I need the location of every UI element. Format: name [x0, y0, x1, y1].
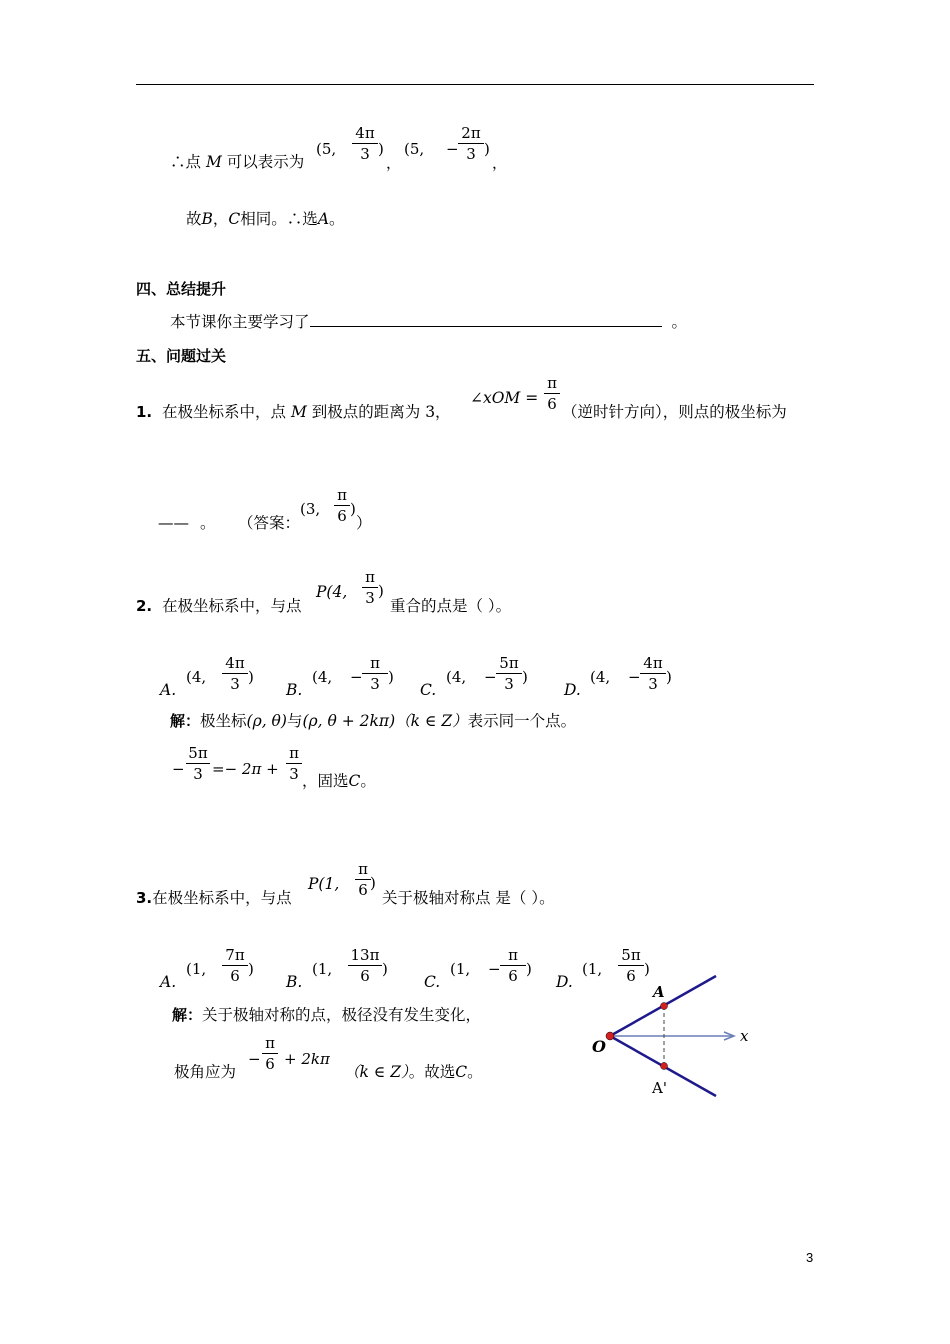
- q3-sol-sign: −: [248, 1050, 261, 1068]
- q1-answer-label: （答案：: [238, 514, 301, 532]
- q2-eq-mid: =− 2π +: [212, 760, 279, 778]
- recap-end: ，: [492, 154, 508, 172]
- q2-eq-frac-1: 5π 3: [186, 744, 210, 783]
- q2-option-fraction: 5π 3: [496, 654, 522, 693]
- summary-blank[interactable]: [310, 312, 662, 327]
- point-a-prime: [661, 1063, 668, 1070]
- recap-p2-frac: 2π 3: [458, 124, 484, 163]
- recap-text: 可以表示为: [226, 153, 305, 171]
- q2-option-paren-left: (4,: [590, 668, 611, 686]
- q2-eq-end: ，固选C。: [302, 772, 376, 790]
- q3-solution-line-1: 解：关于极轴对称的点，极径没有发生变化，: [172, 1006, 482, 1024]
- q3-sol-mid: + 2kπ: [284, 1050, 330, 1068]
- q2-option-label[interactable]: C.: [420, 681, 437, 699]
- recap-p1-frac: 4π 3: [352, 124, 378, 163]
- q3-option-paren-right: ): [526, 960, 532, 978]
- q3-option-paren-left: (1,: [186, 960, 207, 978]
- q3-point-right: ): [370, 874, 376, 892]
- q2-solution: 解：极坐标(ρ, θ)与(ρ, θ + 2kπ)（k ∈ Z）表示同一个点。: [170, 712, 577, 730]
- recap-p1-left: (5,: [316, 140, 337, 158]
- q2-option-paren-left: (4,: [186, 668, 207, 686]
- q2-option-fraction: 4π 3: [640, 654, 666, 693]
- recap-line-1: [170, 152, 304, 172]
- summary-prompt: 本节课你主要学习了 。: [170, 313, 688, 331]
- q3-point-frac: π 6: [355, 860, 371, 899]
- q3-text: 3.在极坐标系中，与点: [136, 889, 292, 907]
- q2-option-fraction: 4π 3: [222, 654, 248, 693]
- q3-option-fraction: π 6: [500, 946, 526, 985]
- q2-eq-frac-2: π 3: [286, 744, 302, 783]
- q2-option-paren-right: ): [388, 668, 394, 686]
- q3-option-label[interactable]: C.: [424, 973, 441, 991]
- q2-point-right: ): [378, 582, 384, 600]
- q1-angle: ∠xOM =: [470, 389, 539, 407]
- q1-answer-right: ): [350, 500, 356, 518]
- q3-option-fraction: 13π 6: [348, 946, 382, 985]
- q2-option-paren-right: ): [666, 668, 672, 686]
- q3-solution-line-2: 极角应为: [174, 1063, 237, 1081]
- section-5-title: 五、问题过关: [136, 347, 227, 365]
- q1-text-2: （逆时针方向），则点的极坐标为: [562, 403, 787, 421]
- header-rule: [136, 84, 814, 85]
- q1-blank[interactable]: ——: [158, 514, 189, 532]
- q3-option-paren-right: ): [248, 960, 254, 978]
- q3-option-paren-left: (1,: [312, 960, 333, 978]
- q1-answer-close: ）: [356, 514, 372, 532]
- symmetry-figure: [586, 970, 766, 1110]
- label-a-prime: A': [652, 1079, 667, 1097]
- q2-option-paren-right: ): [248, 668, 254, 686]
- q2-point: P(4,: [316, 583, 348, 601]
- page-number: 3: [806, 1250, 814, 1265]
- q1-text: 1. 在极坐标系中，点 M 到极点的距离为 3，: [136, 403, 451, 421]
- q3-option-sign: −: [488, 960, 501, 978]
- q2-option-fraction: π 3: [362, 654, 388, 693]
- recap-p2-left: (5,: [404, 140, 425, 158]
- point-m: M: [205, 153, 222, 171]
- q2-option-sign: −: [484, 668, 497, 686]
- q1-answer-left: (3,: [300, 500, 321, 518]
- q3-option-paren-left: (1,: [450, 960, 471, 978]
- q3-sol-end: （k ∈ Z）。故选C。: [344, 1063, 483, 1081]
- q2-text-2: 重合的点是（ ）。: [390, 597, 512, 615]
- q2-option-label[interactable]: D.: [564, 681, 581, 699]
- q2-option-label[interactable]: B.: [286, 681, 303, 699]
- recap-sep: ，: [386, 154, 402, 172]
- recap-p2-sign: −: [446, 140, 459, 158]
- q2-text: 2. 在极坐标系中，与点: [136, 597, 302, 615]
- q1-answer-frac: π 6: [334, 486, 350, 525]
- q1-angle-frac: π 6: [544, 374, 560, 413]
- q3-text-2: 关于极轴对称点 是（ ）。: [382, 889, 555, 907]
- point-a: [661, 1003, 668, 1010]
- q3-option-label[interactable]: B.: [286, 973, 303, 991]
- q3-option-label[interactable]: D.: [556, 973, 573, 991]
- recap-prefix: ∴点: [170, 153, 202, 171]
- q3-option-label[interactable]: A.: [160, 973, 177, 991]
- recap-line-2: 故B，C相同。∴选A。: [186, 210, 345, 228]
- label-o: O: [592, 1037, 606, 1056]
- q2-option-paren-right: ): [522, 668, 528, 686]
- q1-period: 。: [200, 514, 216, 532]
- q3-option-paren-right: ): [644, 960, 650, 978]
- section-4-title: 四、总结提升: [136, 280, 227, 298]
- q2-option-paren-left: (4,: [312, 668, 333, 686]
- q2-option-sign: −: [628, 668, 641, 686]
- label-x: x: [740, 1027, 749, 1045]
- recap-p1-right: ): [378, 140, 384, 158]
- q3-sol-frac: π 6: [262, 1034, 278, 1073]
- q3-point: P(1,: [308, 875, 340, 893]
- recap-p2-right: ): [484, 140, 490, 158]
- q2-option-sign: −: [350, 668, 363, 686]
- q3-option-fraction: 5π 6: [618, 946, 644, 985]
- q2-option-label[interactable]: A.: [160, 681, 177, 699]
- q3-option-paren-right: ): [382, 960, 388, 978]
- q2-option-paren-left: (4,: [446, 668, 467, 686]
- q2-eq-sign: −: [172, 760, 185, 778]
- q3-option-paren-left: (1,: [582, 960, 603, 978]
- q3-option-fraction: 7π 6: [222, 946, 248, 985]
- q2-point-frac: π 3: [362, 568, 378, 607]
- label-a: A: [653, 983, 665, 1001]
- point-o: [606, 1032, 614, 1040]
